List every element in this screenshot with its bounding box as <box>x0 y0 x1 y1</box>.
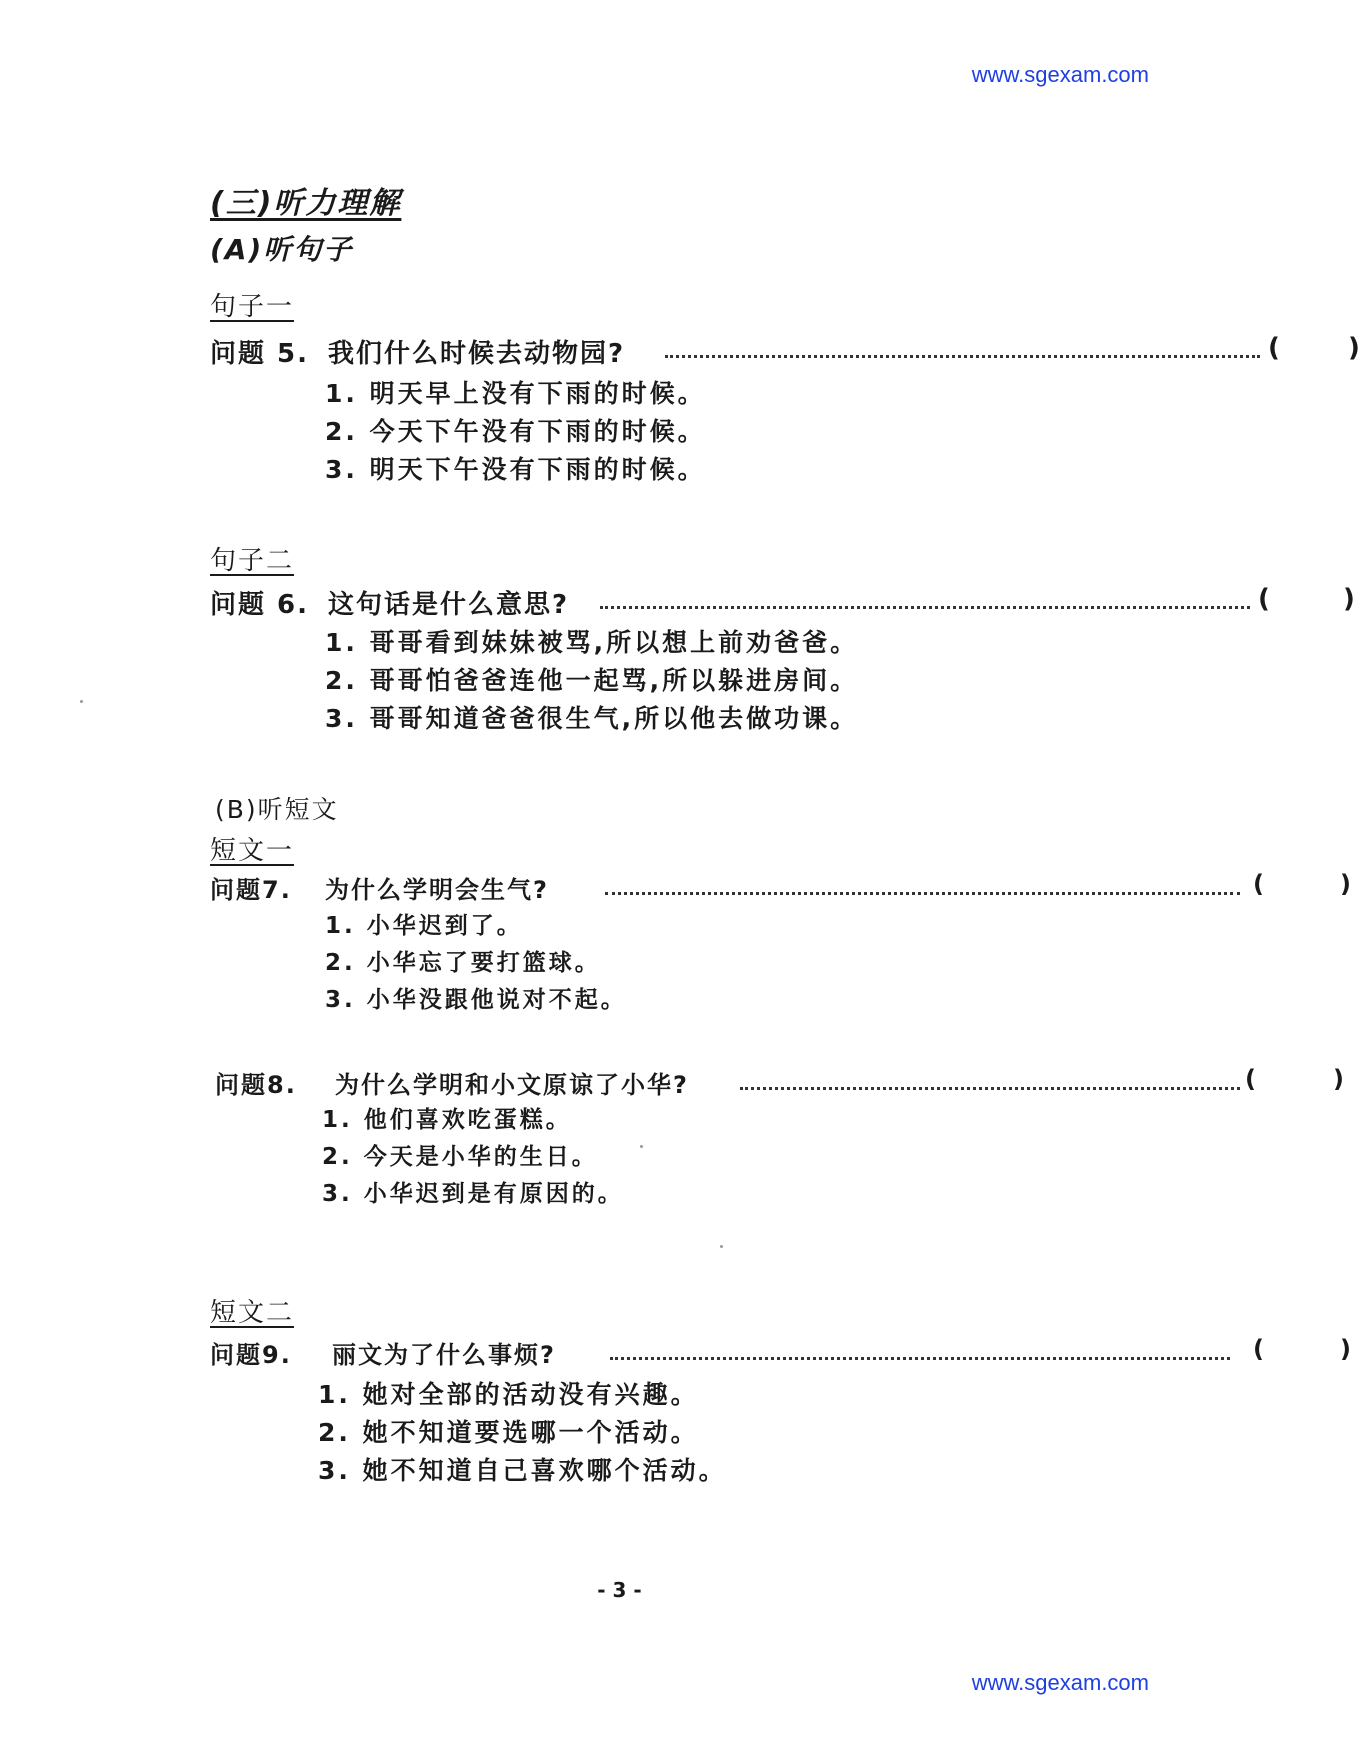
question-7-label: 问题7. <box>210 876 292 904</box>
scan-speck <box>720 1245 723 1248</box>
section-title <box>210 178 401 222</box>
question-9-options <box>318 1376 727 1490</box>
question-8-text: 为什么学明和小文原谅了小华? <box>335 1071 689 1099</box>
answer-leader-dots <box>740 1087 1240 1090</box>
option: 2. 今天是小华的生日。 <box>322 1144 598 1170</box>
option: 2. 今天下午没有下雨的时候。 <box>325 417 706 446</box>
watermark-top: www.sgexam.com <box>971 62 1149 87</box>
question-5 <box>210 333 1362 373</box>
option: 3. 小华没跟他说对不起。 <box>325 987 627 1013</box>
question-9 <box>210 1335 1353 1375</box>
part-b-title: (B)听短文 <box>215 795 339 824</box>
question-5-label: 问题 5. <box>210 339 310 369</box>
question-9-label: 问题9. <box>210 1341 292 1369</box>
answer-paren-close: ) <box>1348 333 1362 363</box>
option: 2. 她不知道要选哪一个活动。 <box>318 1418 699 1447</box>
sentence-1-label: 句子一 <box>210 292 295 322</box>
question-8-label: 问题8. <box>215 1071 297 1099</box>
part-a-title: (A)听句子 <box>210 233 354 266</box>
question-8 <box>215 1065 1346 1105</box>
passage-2-label: 短文二 <box>210 1298 295 1328</box>
question-5-text: 我们什么时候去动物园? <box>328 339 626 369</box>
question-6-options <box>325 624 858 738</box>
question-5-options <box>325 375 706 489</box>
option: 1. 明天早上没有下雨的时候。 <box>325 379 706 408</box>
option: 1. 小华迟到了。 <box>325 913 523 939</box>
option: 1. 他们喜欢吃蛋糕。 <box>322 1107 572 1133</box>
question-7 <box>210 870 1353 910</box>
question-6 <box>210 584 1357 624</box>
question-6-text: 这句话是什么意思? <box>328 590 570 620</box>
scan-speck <box>80 700 83 703</box>
option: 3. 小华迟到是有原因的。 <box>322 1181 624 1207</box>
answer-paren-open: ( <box>1258 584 1272 614</box>
option: 1. 哥哥看到妹妹被骂,所以想上前劝爸爸。 <box>325 628 859 657</box>
answer-leader-dots <box>605 892 1240 895</box>
answer-paren-open: ( <box>1253 1335 1266 1363</box>
option: 3. 她不知道自己喜欢哪个活动。 <box>318 1456 727 1485</box>
option: 3. 明天下午没有下雨的时候。 <box>325 455 706 484</box>
answer-leader-dots <box>610 1357 1230 1360</box>
answer-paren-close: ) <box>1343 584 1357 614</box>
answer-paren-close: ) <box>1333 1065 1346 1093</box>
passage-1-label: 短文一 <box>210 836 295 866</box>
answer-paren-close: ) <box>1340 870 1353 898</box>
question-9-text: 丽文为了什么事烦? <box>332 1341 556 1369</box>
answer-leader-dots <box>600 606 1250 609</box>
question-6-label: 问题 6. <box>210 590 310 620</box>
option: 3. 哥哥知道爸爸很生气,所以他去做功课。 <box>325 704 859 733</box>
option: 2. 哥哥怕爸爸连他一起骂,所以躲进房间。 <box>325 666 859 695</box>
answer-paren-open: ( <box>1268 333 1282 363</box>
question-7-text: 为什么学明会生气? <box>325 876 549 904</box>
page-number: - 3 - <box>597 1578 642 1602</box>
answer-paren-close: ) <box>1340 1335 1353 1363</box>
answer-paren-open: ( <box>1253 870 1266 898</box>
option: 1. 她对全部的活动没有兴趣。 <box>318 1380 699 1409</box>
option: 2. 小华忘了要打篮球。 <box>325 950 601 976</box>
watermark-bottom: www.sgexam.com <box>971 1670 1149 1695</box>
section-title-text: (三)听力理解 <box>210 186 402 221</box>
question-7-options <box>325 908 627 1019</box>
scan-speck <box>640 1145 643 1148</box>
sentence-2-label: 句子二 <box>210 546 295 576</box>
answer-leader-dots <box>665 355 1260 358</box>
answer-paren-open: ( <box>1245 1065 1258 1093</box>
question-8-options <box>322 1102 624 1213</box>
